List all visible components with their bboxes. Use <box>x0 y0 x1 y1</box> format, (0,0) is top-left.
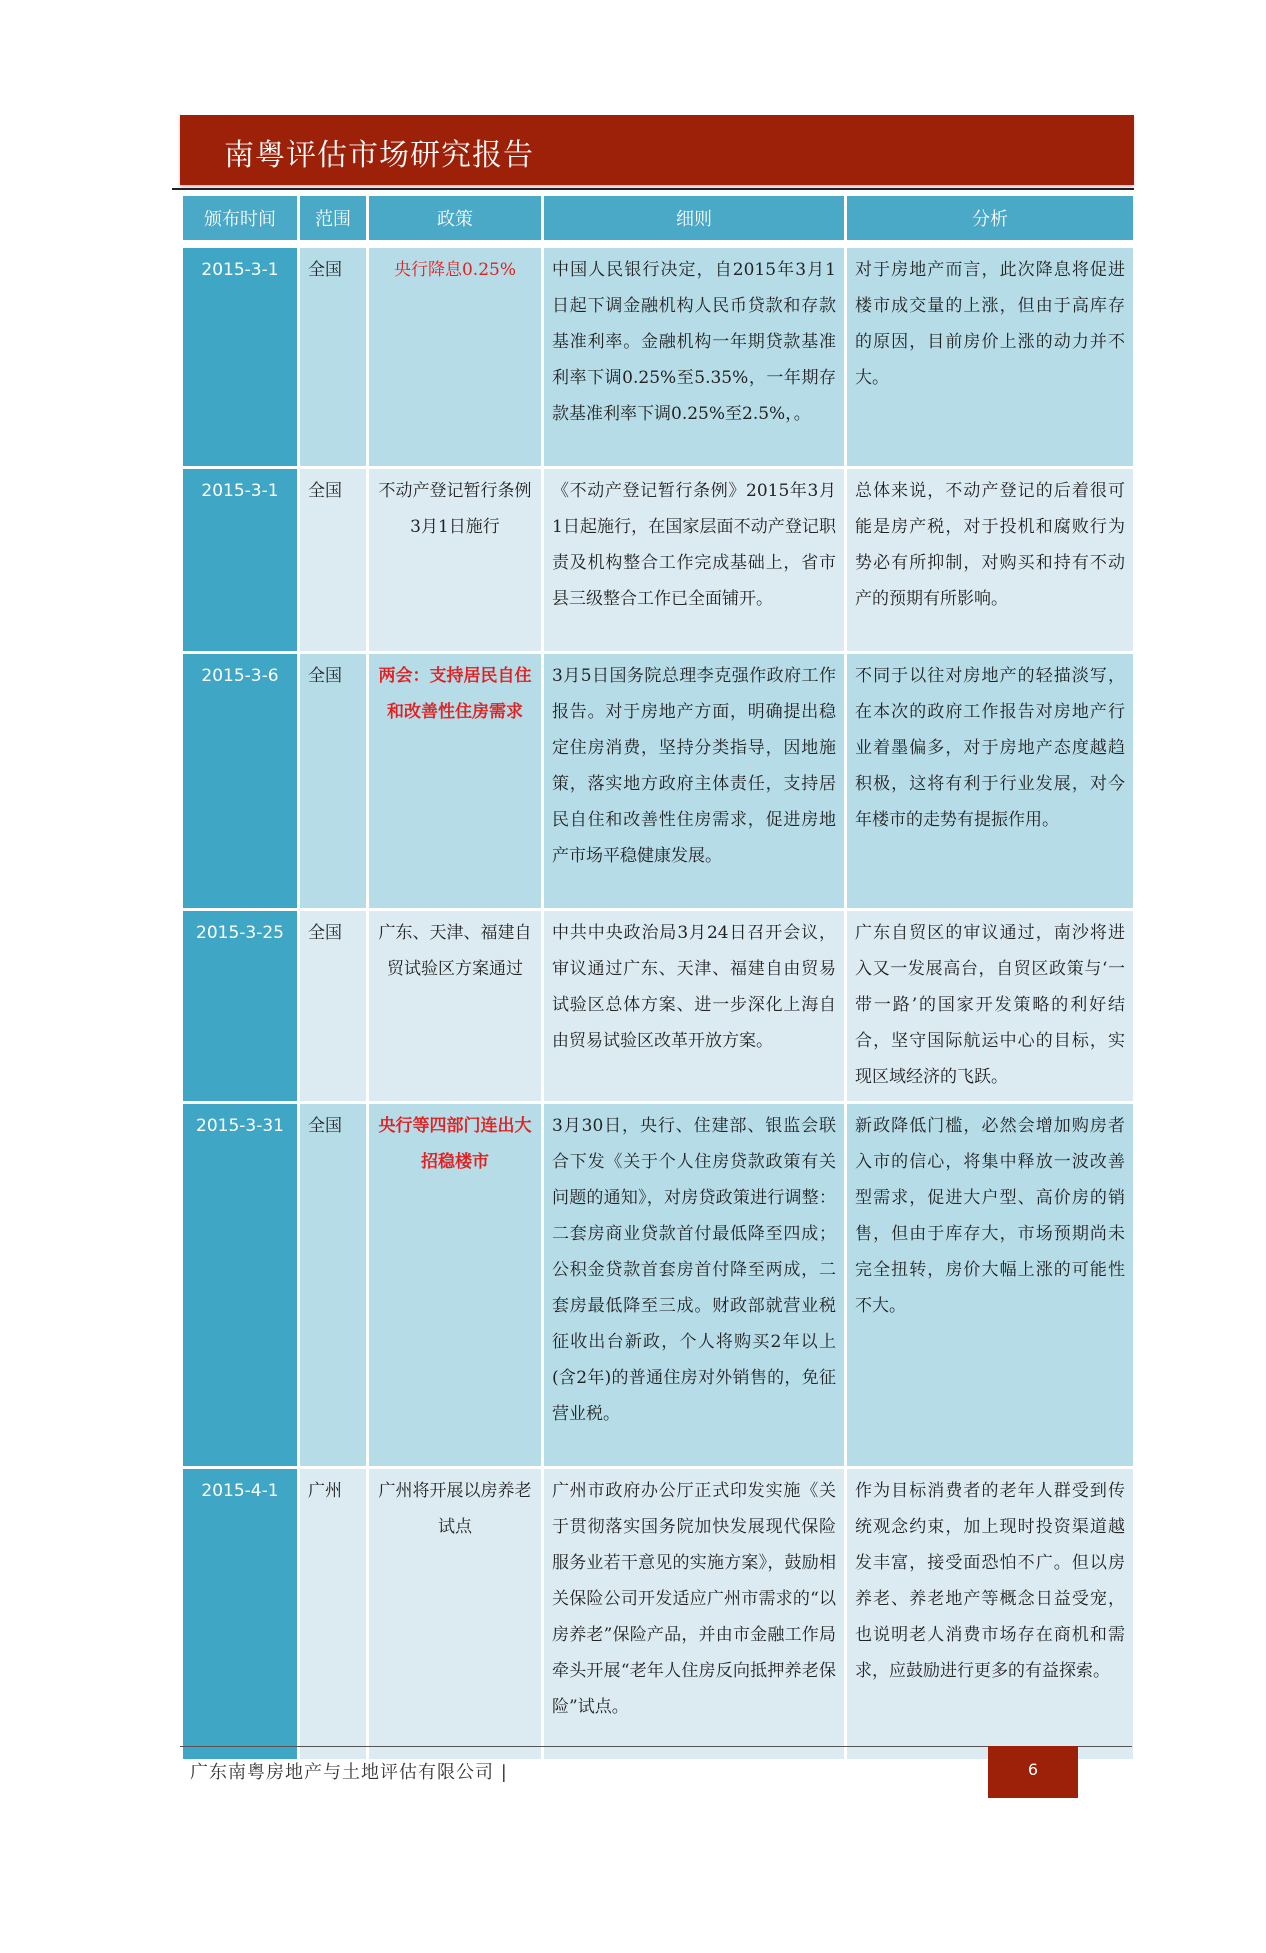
row-detail: 3月30日，央行、住建部、银监会联合下发《关于个人住房贷款政策有关问题的通知》，对房贷政策进行调整：二套房商业贷款首付最低降至四成；公积金贷款首套房首付降至两成，二套房最低降至三成。财政部就营业税征收出台新政，个人将购买2年以上(含2年)的普通住房对外销售的，免征营业税。 <box>544 1104 844 1466</box>
column-header-detail: 细则 <box>544 196 844 240</box>
row-analysis: 对于房地产而言，此次降息将促进楼市成交量的上涨，但由于高库存的原因，目前房价上涨的动力并不大。 <box>847 248 1133 466</box>
row-date: 2015-3-1 <box>183 469 297 651</box>
column-header-date: 颁布时间 <box>183 196 297 240</box>
row-date: 2015-3-1 <box>183 248 297 466</box>
table-row <box>183 469 1133 651</box>
row-analysis: 总体来说，不动产登记的后着很可能是房产税，对于投机和腐败行为势必有所抑制，对购买和持有不动产的预期有所影响。 <box>847 469 1133 651</box>
header-divider <box>172 188 1134 190</box>
row-analysis: 广东自贸区的审议通过，南沙将进入又一发展高台，自贸区政策与‘一带一路’的国家开发策略的利好结合，坚守国际航运中心的目标，实现区域经济的飞跃。 <box>847 911 1133 1101</box>
row-date: 2015-3-6 <box>183 654 297 908</box>
row-detail: 中共中央政治局3月24日召开会议，审议通过广东、天津、福建自由贸易试验区总体方案、进一步深化上海自由贸易试验区改革开放方案。 <box>544 911 844 1101</box>
column-header-policy: 政策 <box>369 196 541 240</box>
column-header-analysis: 分析 <box>847 196 1133 240</box>
row-scope: 全国 <box>300 1104 366 1466</box>
row-analysis: 新政降低门槛，必然会增加购房者入市的信心，将集中释放一波改善型需求，促进大户型、高价房的销售，但由于库存大，市场预期尚未完全扭转，房价大幅上涨的可能性不大。 <box>847 1104 1133 1466</box>
row-detail: 《不动产登记暂行条例》2015年3月1日起施行，在国家层面不动产登记职责及机构整合工作完成基础上，省市县三级整合工作已全面铺开。 <box>544 469 844 651</box>
row-policy: 广州将开展以房养老试点 <box>369 1469 541 1759</box>
row-date: 2015-3-31 <box>183 1104 297 1466</box>
table-row <box>183 911 1133 1101</box>
row-policy: 不动产登记暂行条例3月1日施行 <box>369 469 541 651</box>
table-header-row <box>183 196 1133 240</box>
policy-table <box>180 193 1136 1762</box>
page-number-box <box>988 1746 1078 1798</box>
row-scope: 广州 <box>300 1469 366 1759</box>
report-title-banner <box>180 115 1134 185</box>
row-policy: 央行等四部门连出大招稳楼市 <box>369 1104 541 1466</box>
row-date: 2015-3-25 <box>183 911 297 1101</box>
page-number: 6 <box>1027 1760 1039 1779</box>
table-row <box>183 1469 1133 1759</box>
table-row <box>183 1104 1133 1466</box>
footer-company-name: 广东南粤房地产与土地评估有限公司 | <box>190 1762 508 1783</box>
row-scope: 全国 <box>300 248 366 466</box>
row-policy: 央行降息0.25% <box>369 248 541 466</box>
row-scope: 全国 <box>300 654 366 908</box>
row-date: 2015-4-1 <box>183 1469 297 1759</box>
row-detail: 中国人民银行决定，自2015年3月1日起下调金融机构人民币贷款和存款基准利率。金融机构一年期贷款基准利率下调0.25%至5.35%，一年期存款基准利率下调0.25%至2.5%，。 <box>544 248 844 466</box>
table-row <box>183 248 1133 466</box>
row-analysis: 作为目标消费者的老年人群受到传统观念约束，加上现时投资渠道越发丰富，接受面恐怕不广。但以房养老、养老地产等概念日益受宠，也说明老人消费市场存在商机和需求，应鼓励进行更多的有益探索。 <box>847 1469 1133 1759</box>
row-scope: 全国 <box>300 911 366 1101</box>
report-title: 南粤评估市场研究报告 <box>224 138 534 173</box>
row-analysis: 不同于以往对房地产的轻描淡写，在本次的政府工作报告对房地产行业着墨偏多，对于房地产态度越趋积极，这将有利于行业发展，对今年楼市的走势有提振作用。 <box>847 654 1133 908</box>
row-detail: 3月5日国务院总理李克强作政府工作报告。对于房地产方面，明确提出稳定住房消费，坚持分类指导，因地施策，落实地方政府主体责任，支持居民自住和改善性住房需求，促进房地产市场平稳健康发展。 <box>544 654 844 908</box>
column-header-scope: 范围 <box>300 196 366 240</box>
row-scope: 全国 <box>300 469 366 651</box>
row-policy: 广东、天津、福建自贸试验区方案通过 <box>369 911 541 1101</box>
row-policy: 两会：支持居民自住和改善性住房需求 <box>369 654 541 908</box>
row-detail: 广州市政府办公厅正式印发实施《关于贯彻落实国务院加快发展现代保险服务业若干意见的实施方案》，鼓励相关保险公司开发适应广州市需求的“以房养老”保险产品，并由市金融工作局牵头开展“老年人住房反向抵押养老保险”试点。 <box>544 1469 844 1759</box>
table-row <box>183 654 1133 908</box>
